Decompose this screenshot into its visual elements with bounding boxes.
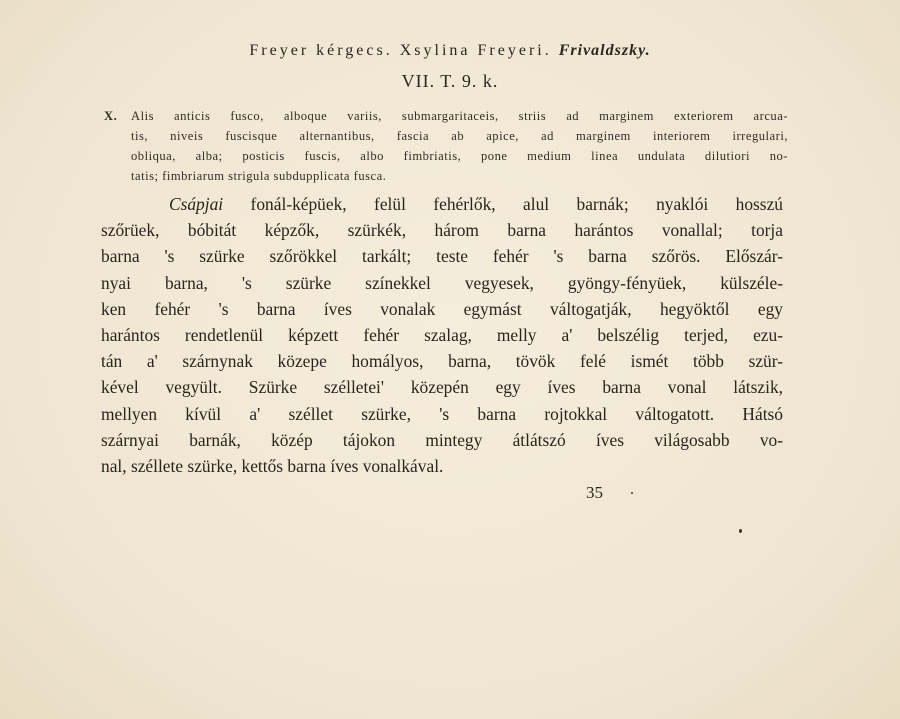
plate-reference: VII. T. 9. k. bbox=[401, 71, 499, 91]
hungarian-line: mellyen kívül a' széllet szürke, 's barna rojtokkal váltogatott. Hátsó bbox=[101, 403, 783, 424]
page-number: 35 bbox=[586, 483, 603, 502]
authority-name: Frivaldszky. bbox=[558, 42, 651, 59]
section-marker: X. bbox=[104, 109, 118, 123]
latin-description bbox=[104, 106, 788, 186]
hungarian-line: barna 's szürke szőrökkel tarkált; teste fehér 's barna szőrös. Előszár- bbox=[101, 246, 783, 267]
latin-line: obliqua, alba; posticis fuscis, albo fimbriatis, pone medium linea undulata dilutiori no- bbox=[131, 149, 788, 163]
paper-speck bbox=[739, 529, 742, 533]
hungarian-line: harántos rendetlenül képzett fehér szalag, melly a' belszélig terjed, ezu- bbox=[101, 325, 783, 346]
paper-speck bbox=[631, 492, 633, 494]
scientific-name: Xsylina Freyeri. bbox=[399, 42, 552, 59]
hungarian-line: nyai barna, 's szürke színekkel vegyesek, gyöngy-fényüek, külszéle- bbox=[101, 272, 783, 293]
common-name: Freyer kérgecs. bbox=[249, 42, 393, 59]
hungarian-line: nal, széllete szürke, kettős barna íves vonalkával. bbox=[101, 456, 444, 477]
hungarian-line: ken fehér 's barna íves vonalak egymást váltogatják, hegyöktől egy bbox=[101, 298, 783, 319]
hungarian-line: szárnyai barnák, közép tájokon mintegy átlátszó íves világosabb vo- bbox=[101, 429, 783, 450]
hungarian-line: kével vegyült. Szürke szélletei' közepén egy íves barna vonal látszik, bbox=[101, 377, 783, 398]
hungarian-line: tán a' szárnynak közepe homályos, barna, tövök felé ismét több szür- bbox=[101, 351, 783, 372]
hungarian-line: szőrüek, bóbitát képzők, szürkék, három barna harántos vonallal; torja bbox=[101, 220, 783, 241]
latin-line: tis, niveis fuscisque alternantibus, fascia ab apice, ad marginem interiorem irregulari, bbox=[131, 129, 788, 143]
species-header bbox=[0, 42, 900, 60]
latin-line: X. Alis anticis fusco, alboque variis, submargaritaceis, striis ad marginem exteriorem arcua- bbox=[104, 106, 788, 126]
hungarian-line: Csápjai fonál-képüek, felül fehérlők, alul barnák; nyaklói hosszú bbox=[169, 194, 783, 214]
lead-word: Csápjai bbox=[169, 194, 224, 214]
hungarian-description bbox=[101, 191, 783, 479]
latin-line: tatis; fimbriarum strigula subdupplicata fusca. bbox=[131, 169, 387, 183]
